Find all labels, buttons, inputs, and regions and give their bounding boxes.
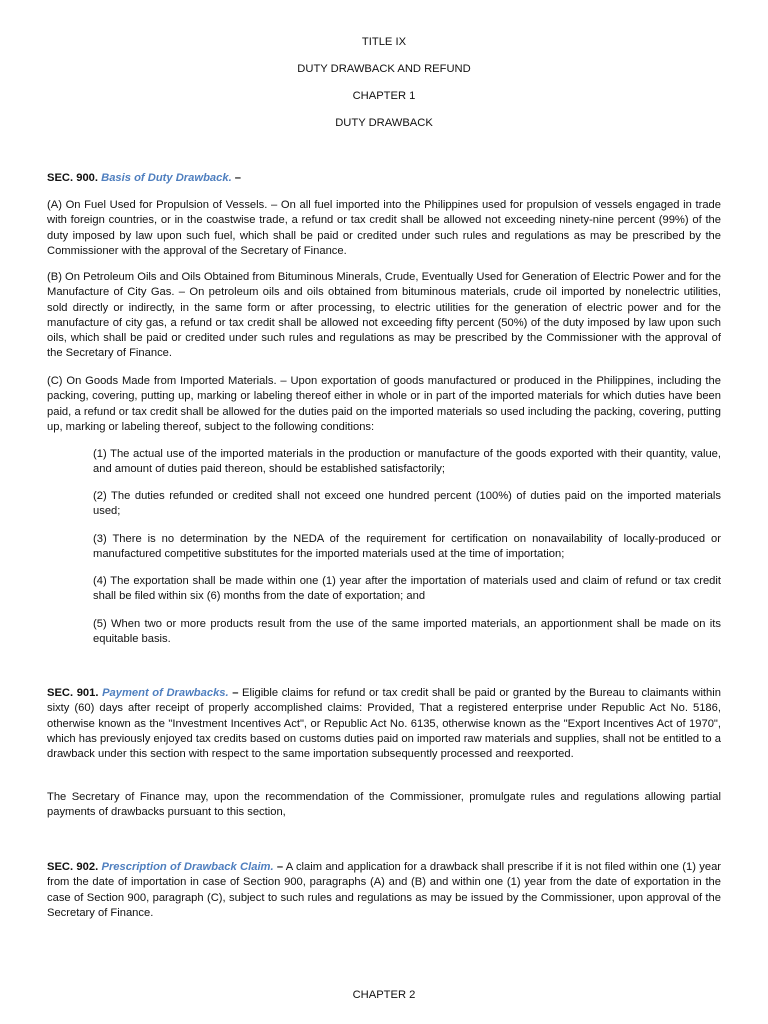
chapter-name-heading: DUTY DRAWBACK [335, 117, 433, 129]
condition-4: (4) The exportation shall be made within one (1) year after the importation of materials used and claim of refund or tax credit shall be filed within six (6) months from the date of exportation; and [93, 575, 721, 603]
condition-2: (2) The duties refunded or credited shall not exceed one hundred percent (100%) of duties paid on the imported materials used; [93, 490, 721, 518]
sec902-para [47, 860, 721, 921]
sec902-number: SEC. 902. [47, 861, 99, 873]
condition-3: (3) There is no determination by the NEDA of the requirement for certification on nonavailability of locally-produced or manufactured competitive substitutes for the imported materials used at the time of importation; [93, 533, 721, 561]
sec901-para-2: The Secretary of Finance may, upon the recommendation of the Commissioner, promulgate rules and regulations allowing partial payments of drawbacks pursuant to this section, [47, 791, 721, 819]
sec900-number: SEC. 900. [47, 172, 98, 184]
chapter-heading: CHAPTER 1 [352, 90, 416, 102]
condition-1: (1) The actual use of the imported materials in the production or manufacture of the goods exported with their quantity, value, and amount of duties paid thereon, should be established satisfactorily; [93, 448, 721, 476]
sec901-text: Eligible claims for refund or tax credit shall be paid or granted by the Bureau to claimants within sixty (60) days after receipt of properly accomplished claims: Provided, That a registered enterprise under Republic Act No. 5186, otherwise known as the "Investment Incentives Act", or Republic Act No. 6135, otherwise known as the "Export Incentives Act of 1970", which has previously enjoyed tax credits based on customs duties paid on imported raw materials and supplies, shall not be entitled to a drawback under this section with respect to the same importation subsequently processed and reexported. [47, 687, 721, 761]
sec902-dash: – [273, 861, 284, 873]
condition-5: (5) When two or more products result from the use of the same imported materials, an apportionment shall be made on its equitable basis. [93, 618, 721, 646]
sec900-dash: – [231, 172, 242, 184]
sec900-heading [47, 171, 721, 186]
sec900-para-a: (A) On Fuel Used for Propulsion of Vessels. – On all fuel imported into the Philippines used for propulsion of vessels engaged in trade with foreign countries, or in the coastwise trade, a refund or tax credit shall be allowed not exceeding ninety-nine percent (99%) of the duty imposed by law upon such fuel, which shall be paid or credited under such rules and regulations as may be prescribed by the Commissioner with the approval of the Secretary of Finance. [47, 199, 721, 257]
sec901-number: SEC. 901. [47, 687, 99, 699]
sec902-title: Prescription of Drawback Claim. [101, 861, 274, 873]
sec901-title: Payment of Drawbacks. [102, 687, 229, 699]
sec900-title: Basis of Duty Drawback. [101, 172, 232, 184]
sec900-para-c: (C) On Goods Made from Imported Materials. – Upon exportation of goods manufactured or produced in the Philippines, including the packing, covering, putting up, marking or labeling thereof either in whole or in part of the imported materials for which duties have been paid, a refund or tax credit shall be allowed for the duties paid on the imported materials so used including the packing, covering, putting up, marking or labeling thereof, subject to the following conditions: [47, 375, 721, 433]
sec900-para-b: (B) On Petroleum Oils and Oils Obtained from Bituminous Minerals, Crude, Eventually Used for Generation of Electric Power and for the Manufacture of City Gas. – On petroleum oils and oils obtained from bituminous materials, crude oil imported by nonelectric utilities, sold directly or indirectly, in the same form or after processing, to electric utilities for the generation of electric power and for the manufacture of city gas, a refund or tax credit shall be allowed not exceeding fifty percent (50%) of the duty imposed by law upon such oils, which shall be paid or credited under such rules and regulations as may be prescribed by the Commissioner with the approval of the Secretary of Finance. [47, 271, 721, 360]
sec901-para-1 [47, 686, 721, 762]
next-chapter-heading: CHAPTER 2 [352, 989, 416, 1001]
sec901-dash: – [228, 687, 239, 699]
sec902-text: A claim and application for a drawback shall prescribe if it is not filed within one (1) year from the date of importation in case of Section 900, paragraphs (A) and (B) and within one (1) year from the date of exportation in the case of Section 900, paragraph (C), subject to such rules and regulations as may be issued by the Commissioner, upon approval of the Secretary of Finance. [47, 861, 722, 919]
title-heading: TITLE IX [361, 36, 407, 48]
subtitle-heading: DUTY DRAWBACK AND REFUND [297, 63, 471, 75]
